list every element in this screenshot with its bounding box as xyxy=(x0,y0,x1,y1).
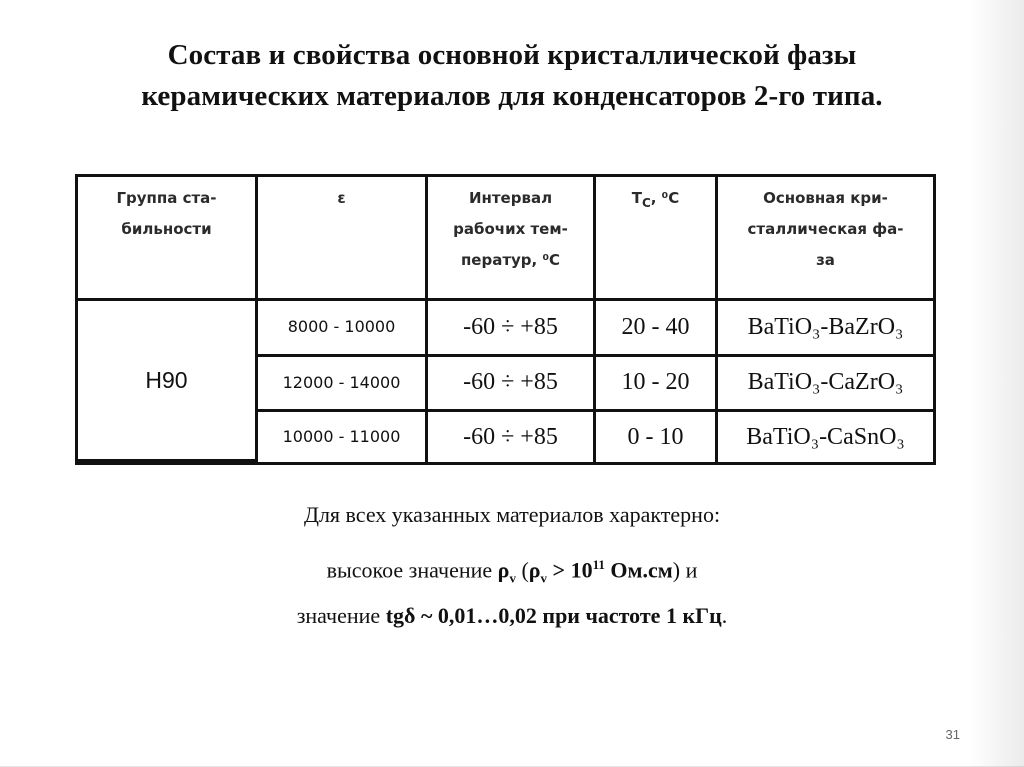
table-row xyxy=(78,301,933,357)
table-header-row xyxy=(78,177,933,301)
header-interval: Интервал рабочих тем- ператур, ⁰С xyxy=(428,177,596,301)
title-line-2: керамических материалов для конденсаторов 2-го типа. xyxy=(141,80,883,112)
interval-cell: -60 ÷ +85 xyxy=(428,357,596,413)
page-number: 31 xyxy=(945,727,960,742)
note-line-3: значение tgδ ~ 0,01…0,02 при частоте 1 кГц. xyxy=(296,603,728,628)
phase-cell: BaTiO₃-BaZrO₃ xyxy=(718,301,933,357)
properties-table xyxy=(75,174,936,465)
phase-cell: BaTiO₃-CaZrO₃ xyxy=(718,357,933,413)
epsilon-cell: 12000 - 14000 xyxy=(258,357,428,413)
header-phase: Основная кри- сталлическая фа- за xyxy=(718,177,933,301)
epsilon-cell: 8000 - 10000 xyxy=(258,301,428,357)
header-group: Группа ста- бильности xyxy=(78,177,258,301)
header-tc: $T_C$, ⁰С xyxy=(596,177,718,301)
interval-cell: -60 ÷ +85 xyxy=(428,412,596,462)
slide-edge-shadow xyxy=(968,0,1024,767)
tc-cell: 10 - 20 xyxy=(596,357,718,413)
interval-cell: -60 ÷ +85 xyxy=(428,301,596,357)
title-line-1: Состав и свойства основной кристаллической фазы xyxy=(167,39,857,71)
phase-cell: BaTiO₃-CaSnO₃ xyxy=(746,423,905,450)
note-line-1: Для всех указанных материалов характерно: xyxy=(303,502,721,527)
epsilon-cell: 10000 - 11000 xyxy=(258,412,428,462)
header-epsilon: ε xyxy=(258,177,428,301)
note-line-2: высокое значение $\rho_v$ ($\rho_v > 10^{11}$ Ом.см) и xyxy=(326,557,698,586)
tc-cell: 0 - 10 xyxy=(596,412,718,462)
tc-cell: 20 - 40 xyxy=(596,301,718,357)
page-title xyxy=(80,35,944,117)
group-cell: Н90 xyxy=(78,301,258,462)
